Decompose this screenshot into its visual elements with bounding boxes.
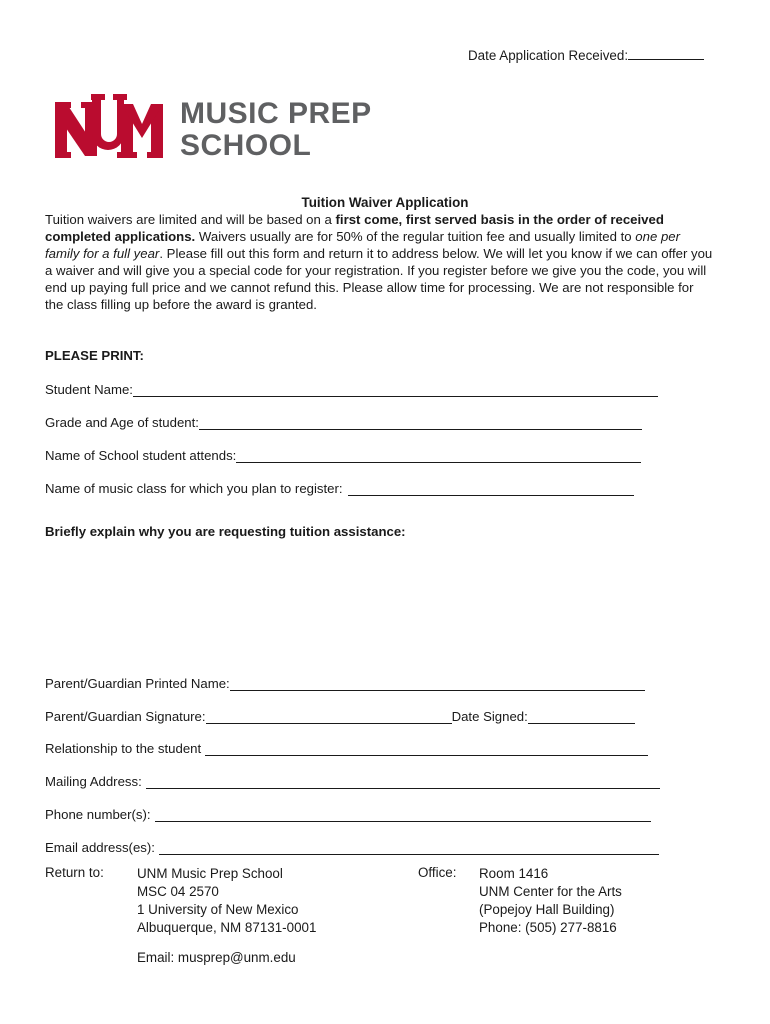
mailing-address-field[interactable]: [146, 774, 660, 789]
grade-age-row: [45, 412, 642, 430]
address-line: 1 University of New Mexico: [137, 902, 299, 917]
school-field[interactable]: [236, 448, 641, 463]
date-received-label: Date Application Received:: [468, 48, 629, 63]
intro-text-1: Tuition waivers are limited and will be based on a: [45, 212, 336, 227]
return-label: Return to:: [45, 865, 104, 880]
logo-text: [180, 98, 372, 162]
relationship-row: [45, 738, 648, 756]
parent-name-label: Parent/Guardian Printed Name:: [45, 676, 230, 691]
mailing-address-label: Mailing Address:: [45, 774, 142, 789]
intro-paragraph: [45, 211, 715, 313]
intro-text-2: Waivers usually are for 50% of the regular tuition fee and usually limited to: [195, 229, 636, 244]
phone-row: [45, 804, 651, 822]
unm-logo-icon: [55, 94, 163, 166]
mailing-address-row: [45, 771, 660, 789]
date-signed-field[interactable]: [528, 709, 635, 724]
student-name-row: [45, 379, 658, 397]
intro-italic: one per family for a full year: [45, 229, 681, 261]
student-name-field[interactable]: [133, 382, 658, 397]
relationship-field[interactable]: [205, 741, 648, 756]
email-field[interactable]: [159, 840, 659, 855]
intro-bold: first come, first served basis in the order of received completed applications.: [45, 212, 664, 244]
music-class-label: Name of music class for which you plan to register:: [45, 481, 343, 496]
phone-field[interactable]: [155, 807, 651, 822]
parent-signature-label: Parent/Guardian Signature:: [45, 709, 206, 724]
contact-email: Email: musprep@unm.edu: [137, 950, 296, 965]
explain-area[interactable]: [45, 545, 670, 665]
date-received-field[interactable]: [628, 47, 704, 60]
office-info: [479, 865, 622, 937]
office-label: Office:: [418, 865, 457, 880]
email-row: [45, 837, 659, 855]
address-line: Albuquerque, NM 87131-0001: [137, 920, 317, 935]
relationship-label: Relationship to the student: [45, 741, 202, 756]
phone-label: Phone number(s):: [45, 807, 151, 822]
logo-line1: MUSIC PREP: [180, 97, 372, 130]
parent-signature-field[interactable]: [206, 709, 452, 724]
grade-age-label: Grade and Age of student:: [45, 415, 199, 430]
office-line: (Popejoy Hall Building): [479, 902, 615, 917]
student-name-label: Student Name:: [45, 382, 133, 397]
email-label: Email address(es):: [45, 840, 155, 855]
parent-name-row: [45, 673, 645, 691]
form-title: Tuition Waiver Application: [301, 195, 469, 210]
office-line: UNM Center for the Arts: [479, 884, 622, 899]
return-address: [137, 865, 316, 937]
please-print: PLEASE PRINT:: [45, 348, 144, 363]
logo-line2: SCHOOL: [180, 129, 312, 162]
school-label: Name of School student attends:: [45, 448, 237, 463]
music-class-row: [45, 478, 634, 496]
address-line: MSC 04 2570: [137, 884, 219, 899]
parent-name-field[interactable]: [230, 676, 645, 691]
school-row: [45, 445, 641, 463]
date-signed-label: Date Signed:: [451, 709, 528, 724]
office-line: Room 1416: [479, 866, 549, 881]
parent-signature-row: [45, 706, 635, 724]
date-received: [468, 47, 704, 63]
office-line: Phone: (505) 277-8816: [479, 920, 617, 935]
grade-age-field[interactable]: [199, 415, 642, 430]
explain-label: Briefly explain why you are requesting tuition assistance:: [45, 524, 406, 539]
intro-text-3: . Please fill out this form and return it to address below. We will let you know if we can offer you a waiver and will give you a special code for your registration. If you register before we give you the code, you will end up paying full price and we cannot refund this. Please allow time for processing. We are not responsible for the class filling up before the award is granted.: [45, 246, 713, 312]
music-class-field[interactable]: [348, 481, 634, 496]
address-line: UNM Music Prep School: [137, 866, 283, 881]
